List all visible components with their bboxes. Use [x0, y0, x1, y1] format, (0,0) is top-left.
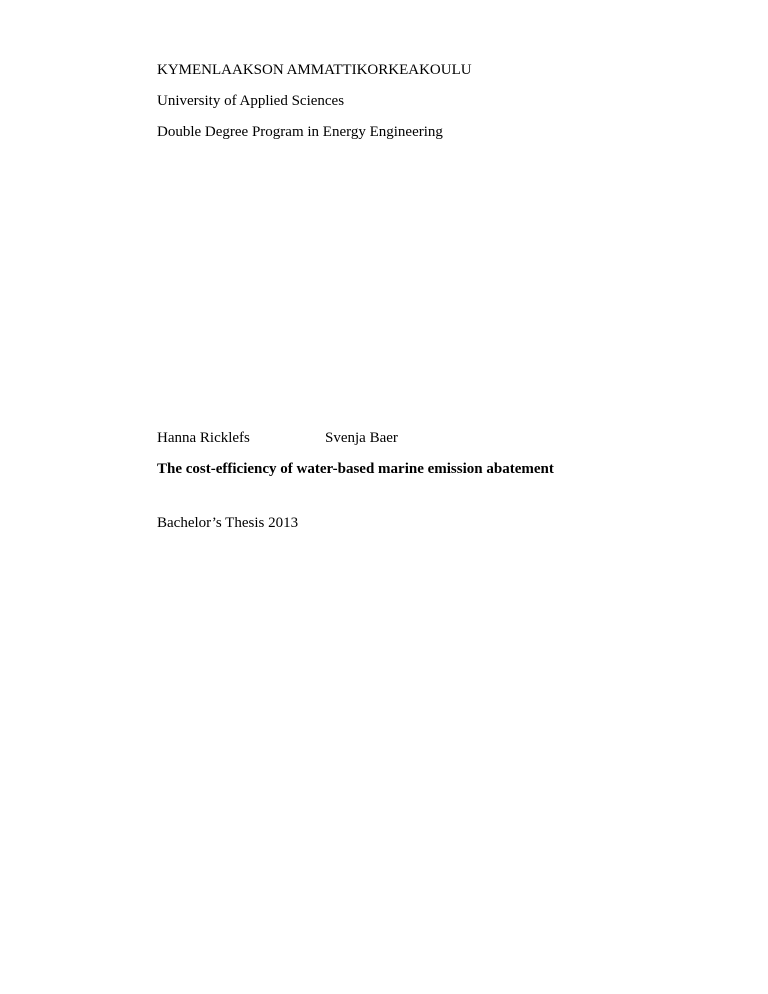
degree-program: Double Degree Program in Energy Engineering: [157, 124, 443, 140]
author-name: Svenja Baer: [325, 430, 398, 446]
author-name: Hanna Ricklefs: [157, 430, 250, 446]
thesis-title: The cost-efficiency of water-based marine emission abatement: [157, 461, 554, 477]
institution-subtitle: University of Applied Sciences: [157, 93, 345, 109]
institution-name: KYMENLAAKSON AMMATTIKORKEAKOULU: [157, 62, 472, 78]
thesis-type: Bachelor’s Thesis 2013: [157, 515, 299, 531]
